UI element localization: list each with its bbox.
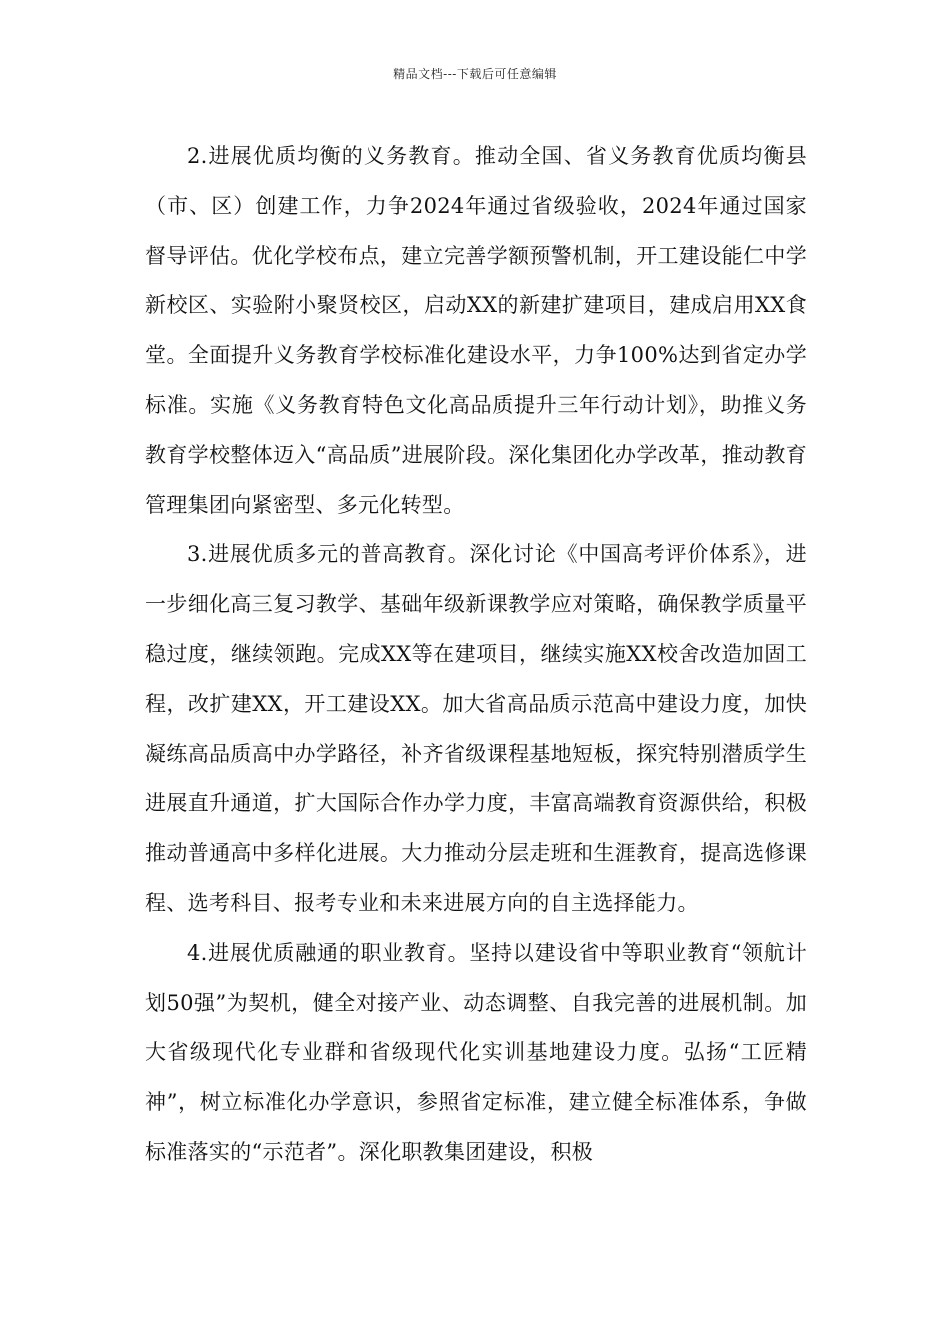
paragraph-vocational-education: 4.进展优质融通的职业教育。坚持以建设省中等职业教育“领航计划50强”为契机，健全对接产业、动态调整、自我完善的进展机制。加大省级现代化专业群和省级现代化实训基地建设力度。弘扬“工匠精神”，树立标准化办学意识，参照省定标准，建立健全标准体系，争做标准落实的“示范者”。深化职教集团建设，积极	[145, 940, 807, 1164]
paragraph-high-school-education: 3.进展优质多元的普高教育。深化讨论《中国高考评价体系》，进一步细化高三复习教学、基础年级新课教学应对策略，确保教学质量平稳过度，继续领跑。完成XX等在建项目，继续实施XX校舍改造加固工程，改扩建XX，开工建设XX。加大省高品质示范高中建设力度，加快凝练高品质高中办学路径，补齐省级课程基地短板，探究特别潜质学生进展直升通道，扩大国际合作办学力度，丰富高端教育资源供给，积极推动普通高中多样化进展。大力推动分层走班和生涯教育，提高选修课程、选考科目、报考专业和未来进展方向的自主选择能力。	[145, 542, 807, 915]
paragraph-compulsory-education: 2.进展优质均衡的义务教育。推动全国、省义务教育优质均衡县（市、区）创建工作，力争2024年通过省级验收，2024年通过国家督导评估。优化学校布点，建立完善学额预警机制，开工建设能仁中学新校区、实验附小聚贤校区，启动XX的新建扩建项目，建成启用XX食堂。全面提升义务教育学校标准化建设水平，力争100%达到省定办学标准。实施《义务教育特色文化高品质提升三年行动计划》，助推义务教育学校整体迈入“高品质”进展阶段。深化集团化办学改革，推动教育管理集团向紧密型、多元化转型。	[145, 144, 807, 517]
page-header: 精品文档---下载后可任意编辑	[393, 67, 557, 81]
document-body	[145, 132, 807, 1178]
